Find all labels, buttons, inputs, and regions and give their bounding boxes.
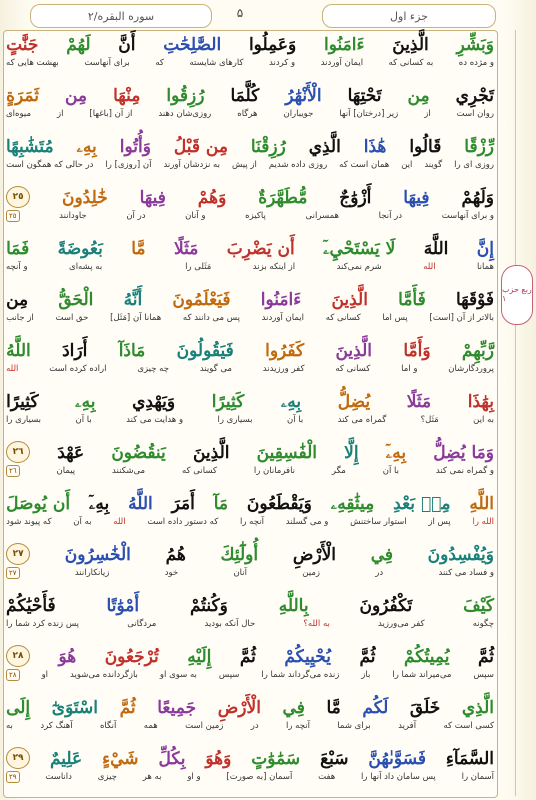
- verse-number-small: ٢٦: [6, 465, 20, 477]
- translation-word: کسانی که: [335, 364, 371, 374]
- arabic-word: وَأُتُوا: [119, 137, 151, 157]
- translation-word: آنچه را: [240, 517, 264, 527]
- translation-word: حق است: [55, 313, 89, 323]
- translation-word: همانا آن [مَثَل]: [110, 313, 162, 323]
- translation-word: به آن: [73, 517, 92, 527]
- translation-word: به کسانی که: [388, 58, 434, 68]
- translation-word: چگونه: [472, 619, 494, 629]
- arabic-word: إِلَّا: [344, 443, 359, 463]
- translation-word: چه چیزی: [137, 364, 169, 374]
- arabic-line: [6, 237, 494, 261]
- arabic-word: قَالُوا: [409, 137, 442, 157]
- arabic-word: فَيَقُولُونَ: [176, 341, 234, 361]
- translation-word: روان است: [456, 109, 494, 119]
- translation-word: بالاتر از آن [است]: [429, 313, 494, 323]
- arabic-line: [6, 339, 494, 363]
- arabic-word: مِن: [6, 290, 29, 310]
- translation-line: [6, 465, 494, 477]
- translation-line: [6, 567, 494, 579]
- arabic-word: عَهْدَ: [57, 443, 85, 463]
- translation-word: به پشه‌ای: [69, 262, 103, 272]
- arabic-line: [6, 441, 494, 465]
- translation-word: که: [155, 58, 164, 68]
- translation-word: آنان: [233, 568, 247, 578]
- verse-line: [6, 441, 494, 477]
- arabic-word: أَرَادَ: [62, 341, 88, 361]
- arabic-word: مِن: [407, 86, 430, 106]
- arabic-word: بِهِۦٓ: [385, 443, 407, 463]
- arabic-word: فِيهَا: [139, 188, 166, 208]
- verse-number-small: ٢٥: [6, 210, 20, 222]
- translation-word: مگر: [331, 466, 346, 476]
- arabic-word: يُضِلُّ: [337, 392, 371, 412]
- arabic-word: لَا يَسْتَحْيِۦٓ: [323, 239, 396, 259]
- arabic-word: خَٰلِدُونَ: [61, 188, 108, 208]
- arabic-word: وَأَمَّا: [403, 341, 431, 361]
- translation-word: زیر [درختان] آنها: [339, 109, 399, 119]
- verse-line: [6, 237, 494, 273]
- arabic-word: ثُمَّ: [477, 647, 494, 667]
- verse-line: [6, 543, 494, 579]
- arabic-word: خَلَقَ: [409, 698, 441, 718]
- arabic-line: [6, 33, 494, 57]
- translation-word: میوه‌ای: [6, 109, 32, 119]
- translation-word: مَثَل؟: [420, 415, 439, 425]
- translation-word: خود: [164, 568, 179, 578]
- translation-word: سپس: [218, 670, 240, 680]
- translation-line: [6, 771, 494, 783]
- juz-label: جزء اول: [322, 4, 496, 28]
- arabic-word: وَمَا يُضِلُّ: [433, 443, 494, 463]
- arabic-word: مُّطَهَّرَةٌ: [258, 188, 308, 208]
- arabic-word: شَيْءٍ: [102, 749, 139, 769]
- translation-word: ایمان آوردند: [320, 58, 364, 68]
- translation-word: اراده کرده است: [49, 364, 107, 374]
- translation-line: [6, 210, 494, 222]
- arabic-word: ثُمَّ: [239, 647, 256, 667]
- arabic-word: يَنقُضُونَ: [111, 443, 166, 463]
- arabic-word: وَعَمِلُوا: [248, 35, 297, 55]
- translation-word: به هر: [142, 772, 162, 782]
- translation-word: می گویند: [199, 364, 232, 374]
- arabic-line: [6, 135, 494, 159]
- arabic-word: وَلَهُمْ: [461, 188, 494, 208]
- translation-word: با آن: [382, 466, 399, 476]
- arabic-word: مِن قَبْلُ: [173, 137, 228, 157]
- translation-word: به: [6, 721, 13, 731]
- arabic-word: بِكُلِّ: [158, 749, 186, 769]
- verse-line: [6, 390, 494, 426]
- translation-word: آسمان را: [461, 772, 494, 782]
- arabic-word: أَمَرَ: [171, 494, 195, 514]
- arabic-word: مَاذَآ: [118, 341, 146, 361]
- translation-word: پیمان: [56, 466, 76, 476]
- translation-word: این: [401, 160, 413, 170]
- arabic-word: فَيَعْلَمُونَ: [172, 290, 231, 310]
- translation-word: الله: [6, 364, 19, 374]
- arabic-word: يُمِيتُكُمْ: [403, 647, 450, 667]
- arabic-word: الْأَرْضِ: [217, 698, 261, 718]
- verse-line: [6, 288, 494, 324]
- arabic-word: إِلَى: [6, 698, 31, 718]
- verse-number-marker: ٢٧: [6, 543, 30, 565]
- verse-line: [6, 135, 494, 171]
- arabic-word: رُزِقْنَا: [250, 137, 286, 157]
- translation-word: و فساد می کنند: [438, 568, 494, 578]
- translation-word: در: [250, 721, 259, 731]
- arabic-word: وَيَهْدِي: [132, 392, 176, 412]
- translation-word: پس از: [428, 517, 451, 527]
- verse-line: [6, 594, 494, 630]
- verse-line: [6, 696, 494, 732]
- arabic-word: فِيهَا: [403, 188, 430, 208]
- translation-word: مردگانی: [127, 619, 157, 629]
- translation-word: همان است که: [339, 160, 390, 170]
- arabic-word: جَنَّٰتٍ: [6, 35, 39, 55]
- arabic-word: فَأَحْيَٰكُمْ: [6, 596, 56, 616]
- translation-word: چیزی: [97, 772, 117, 782]
- translation-word: ایمان آوردند: [261, 313, 305, 323]
- translation-word: کسانی که: [325, 313, 361, 323]
- arabic-line: [6, 84, 494, 108]
- arabic-word: اللَّهُ: [6, 341, 31, 361]
- arabic-word: اللَّهُ: [128, 494, 153, 514]
- arabic-word: لَهُمْ: [66, 35, 91, 55]
- translation-word: و اما: [401, 364, 418, 374]
- arabic-word: ثُمَّ: [119, 698, 136, 718]
- translation-word: همسرانی: [305, 211, 340, 221]
- verse-line: [6, 186, 494, 222]
- translation-word: کفر ورزیدند: [262, 364, 305, 374]
- translation-word: از پیش: [231, 160, 257, 170]
- arabic-word: ثُمَّ: [359, 647, 376, 667]
- translation-word: و آنان: [185, 211, 206, 221]
- translation-line: [6, 312, 494, 324]
- arabic-word: وَهُوَ: [205, 749, 232, 769]
- translation-word: و او: [187, 772, 201, 782]
- translation-word: زنده می‌گرداند شما را: [261, 670, 340, 680]
- arabic-word: بِهَٰذَا: [467, 392, 494, 412]
- arabic-line: [6, 747, 494, 771]
- translation-word: پاکیزه: [245, 211, 266, 221]
- arabic-word: الصَّٰلِحَٰتِ: [163, 35, 222, 55]
- translation-word: که دستور داده است: [147, 517, 219, 527]
- translation-word: آنگاه: [99, 721, 117, 731]
- arabic-word: كَفَرُوا: [265, 341, 305, 361]
- translation-word: می‌میراند شما را: [392, 670, 452, 680]
- translation-word: روزی ای را: [454, 160, 494, 170]
- surah-label: سوره البقره/٢: [30, 4, 212, 28]
- verse-line: [6, 339, 494, 375]
- arabic-word: أَن يَضْرِبَ: [226, 239, 295, 259]
- arabic-word: يُحْيِيكُمْ: [284, 647, 332, 667]
- translation-line: [6, 57, 494, 69]
- verse-number-small: ٢٧: [6, 567, 20, 579]
- arabic-word: تَكْفُرُونَ: [359, 596, 413, 616]
- arabic-word: مَثَلًا: [173, 239, 199, 259]
- translation-word: گویند: [424, 160, 443, 170]
- arabic-word: كَيْفَ: [463, 596, 494, 616]
- translation-line: [6, 363, 494, 375]
- translation-word: نافرمانان را: [253, 466, 296, 476]
- arabic-word: الَّذِينَ: [331, 290, 368, 310]
- translation-word: پس زنده کرد شما را: [6, 619, 80, 629]
- translation-word: او: [41, 670, 49, 680]
- translation-word: با آن: [286, 415, 304, 425]
- translation-word: گمراه می کند: [337, 415, 387, 425]
- arabic-word: بِهِۦ: [280, 392, 302, 412]
- translation-word: به سوی او: [159, 670, 197, 680]
- translation-line: [6, 108, 494, 120]
- arabic-word: لَكُم: [362, 698, 389, 718]
- arabic-word: أَنَّ: [118, 35, 136, 55]
- translation-word: جویباران: [283, 109, 314, 119]
- translation-word: با آن: [75, 415, 92, 425]
- arabic-word: بَعُوضَةً: [57, 239, 103, 259]
- arabic-word: جَمِيعًا: [157, 698, 197, 718]
- translation-word: شرم نمی‌کند: [336, 262, 382, 272]
- arabic-word: سَبْعَ: [320, 749, 349, 769]
- arabic-word: وَيُفْسِدُونَ: [427, 545, 494, 565]
- translation-word: و می گسلند: [285, 517, 329, 527]
- arabic-word: مِنْهَا: [113, 86, 141, 106]
- arabic-word: الَّذِينَ: [392, 35, 429, 55]
- translation-word: در حالی که همگون است: [6, 160, 94, 170]
- translation-word: و هدایت می کند: [126, 415, 184, 425]
- arabic-word: مِن: [64, 86, 88, 106]
- translation-word: الله: [113, 517, 126, 527]
- translation-word: کارهای شایسته: [189, 58, 244, 68]
- arabic-word: فَسَوَّىٰهُنَّ: [368, 749, 426, 769]
- translation-word: بهشت هایی که: [6, 58, 59, 68]
- translation-word: پس سامان داد آنها را: [361, 772, 436, 782]
- arabic-word: وَبَشِّرِ: [456, 35, 494, 55]
- translation-word: هرگاه: [237, 109, 258, 119]
- arabic-word: كَثِيرًا: [6, 392, 39, 412]
- translation-word: برای آنهاست: [84, 58, 130, 68]
- arabic-word: الَّذِي: [461, 698, 494, 718]
- arabic-word: الْحَقُّ: [58, 290, 94, 310]
- arabic-word: فِي: [282, 698, 305, 718]
- translation-word: و گمراه نمی کند: [435, 466, 494, 476]
- translation-word: آن [روزی] را: [105, 160, 152, 170]
- arabic-word: مَّا: [326, 698, 341, 718]
- arabic-word: مَثَلًا: [406, 392, 432, 412]
- arabic-word: بِهِۦ: [75, 392, 96, 412]
- arabic-line: [6, 696, 494, 720]
- translation-word: به الله؟: [303, 619, 330, 629]
- translation-word: حال آنکه بودید: [204, 619, 256, 629]
- arabic-word: الْأَنْهَٰرُ: [285, 86, 322, 106]
- translation-word: می‌شکنند: [112, 466, 146, 476]
- arabic-word: إِلَيْهِ: [187, 647, 212, 667]
- translation-word: روزی‌شان دهند: [158, 109, 212, 119]
- arabic-word: اللَّهَ: [423, 239, 449, 259]
- translation-word: پروردگارشان: [448, 364, 494, 374]
- verse-line: [6, 33, 494, 69]
- translation-word: که پیوند شود: [6, 517, 52, 527]
- arabic-line: [6, 594, 494, 618]
- arabic-word: تَجْرِي: [455, 86, 494, 106]
- translation-word: کسانی که: [181, 466, 217, 476]
- verse-number-small: ٢٨: [6, 669, 20, 681]
- arabic-word: إِنَّ: [476, 239, 494, 259]
- verse-number-small: ٢٩: [6, 771, 20, 783]
- verse-number-marker: ٢٦: [6, 441, 30, 463]
- translation-word: داناست: [45, 772, 72, 782]
- translation-word: و آنچه: [6, 262, 28, 272]
- translation-word: کفر می‌ورزید: [378, 619, 425, 629]
- translation-word: بسیاری را: [217, 415, 253, 425]
- arabic-line: [6, 492, 494, 516]
- translation-line: [6, 516, 494, 528]
- arabic-word: ءَامَنُوا: [324, 35, 365, 55]
- translation-word: بازگردانده می‌شوید: [70, 670, 138, 680]
- arabic-word: ءَامَنُوا: [260, 290, 302, 310]
- arabic-word: اللَّهِ: [469, 494, 494, 514]
- arabic-word: فَأَمَّا: [398, 290, 426, 310]
- translation-word: آفرید: [398, 721, 417, 731]
- arabic-word: مَآ: [213, 494, 229, 514]
- translation-word: همانا: [477, 262, 494, 272]
- translation-word: پس می دانند که: [182, 313, 240, 323]
- arabic-word: أَنَّهُ: [123, 290, 143, 310]
- arabic-word: رِّزْقًا: [464, 137, 494, 157]
- verse-line: [6, 84, 494, 120]
- translation-word: باز: [361, 670, 371, 680]
- translation-word: آهنگ کرد: [40, 721, 73, 731]
- translation-word: پس اما: [382, 313, 408, 323]
- arabic-word: ثَمَرَةٍ: [6, 86, 39, 106]
- arabic-word: الْفَٰسِقِينَ: [256, 443, 317, 463]
- arabic-word: وَيَقْطَعُونَ: [246, 494, 312, 514]
- arabic-word: اسْتَوَىٰٓ: [51, 698, 98, 718]
- translation-word: آنچه را: [286, 721, 310, 731]
- translation-word: به این: [473, 415, 494, 425]
- arabic-word: كَثِيرًا: [211, 392, 245, 412]
- arabic-word: بِهِۦٓ: [88, 494, 110, 514]
- translation-line: [6, 618, 494, 630]
- translation-word: همه: [143, 721, 158, 731]
- arabic-word: وَهُمْ: [197, 188, 227, 208]
- arabic-word: مُتَشَٰبِهًا: [6, 137, 54, 157]
- arabic-word: الَّذِينَ: [192, 443, 230, 463]
- arabic-word: رُزِقُوا: [166, 86, 205, 106]
- translation-word: برای شما: [337, 721, 371, 731]
- translation-word: و مژده ده: [458, 58, 494, 68]
- arabic-word: الْأَرْضِ: [292, 545, 336, 565]
- translation-word: از: [56, 109, 64, 119]
- translation-word: روزی داده شدیم: [268, 160, 328, 170]
- arabic-word: رَّبِّهِمْ: [461, 341, 494, 361]
- arabic-word: الَّذِي: [308, 137, 341, 157]
- arabic-word: كُلَّمَا: [230, 86, 260, 106]
- arabic-word: الْخَٰسِرُونَ: [64, 545, 131, 565]
- translation-word: مَثَلی را: [185, 262, 212, 272]
- hizb-marker: ربع حزب ۱: [501, 265, 533, 325]
- verse-number-marker: ٢٨: [6, 645, 30, 667]
- translation-word: زمین است: [185, 721, 224, 731]
- arabic-word: بِهِۦ: [76, 137, 97, 157]
- arabic-line: [6, 390, 494, 414]
- arabic-line: [6, 186, 494, 210]
- arabic-word: عَلِيمٌ: [49, 749, 83, 769]
- translation-word: از: [424, 109, 431, 119]
- translation-word: استوار ساختنش: [350, 517, 407, 527]
- arabic-word: مَّا: [131, 239, 146, 259]
- translation-line: [6, 159, 494, 171]
- arabic-word: السَّمَآءِ: [445, 749, 494, 769]
- arabic-word: تُرْجَعُونَ: [104, 647, 159, 667]
- translation-word: الله را: [472, 517, 494, 527]
- verse-number-marker: ٢٥: [6, 186, 30, 208]
- arabic-word: مِيثَٰقِهِۦ: [330, 494, 375, 514]
- translation-word: از اینکه بزند: [252, 262, 296, 272]
- translation-line: [6, 414, 494, 426]
- translation-word: آسمان [به صورت]: [226, 772, 293, 782]
- arabic-word: أُولَٰٓئِكَ: [220, 545, 259, 565]
- verse-line: [6, 492, 494, 528]
- verse-line: [6, 747, 494, 783]
- translation-word: هفت: [318, 772, 336, 782]
- translation-word: کسی است که: [443, 721, 494, 731]
- translation-word: زمین: [302, 568, 320, 578]
- arabic-word: مِنۢ بَعْدِ: [393, 494, 451, 514]
- translation-word: بسیاری را: [6, 415, 42, 425]
- translation-line: [6, 261, 494, 273]
- verse-number-marker: ٢٩: [6, 747, 30, 769]
- arabic-word: فَمَا: [6, 239, 30, 259]
- translation-word: به نزدشان آورند: [163, 160, 220, 170]
- arabic-word: هُمُ: [165, 545, 186, 565]
- arabic-word: أَمْوَٰتًا: [106, 596, 140, 616]
- arabic-word: أَزْوَٰجٌ: [339, 188, 372, 208]
- translation-word: زیانکارانند: [74, 568, 110, 578]
- translation-line: [6, 669, 494, 681]
- page-number: ۵: [236, 6, 244, 20]
- arabic-word: بِاللَّهِ: [278, 596, 309, 616]
- verse-line: [6, 645, 494, 681]
- arabic-word: فِي: [370, 545, 393, 565]
- translation-word: و کردند: [269, 58, 296, 68]
- arabic-word: هَٰذَا: [363, 137, 387, 157]
- translation-word: و برای آنهاست: [441, 211, 494, 221]
- arabic-line: [6, 645, 494, 669]
- translation-word: در: [375, 568, 384, 578]
- translation-line: [6, 720, 494, 732]
- arabic-word: هُوَ: [58, 647, 77, 667]
- translation-word: سپس: [473, 670, 494, 680]
- translation-word: الله: [423, 262, 436, 272]
- arabic-word: فَوْقَهَا: [455, 290, 494, 310]
- translation-word: جاودانند: [59, 211, 87, 221]
- translation-word: از جانب: [6, 313, 34, 323]
- arabic-word: سَمَٰوَٰتٍ: [251, 749, 301, 769]
- arabic-word: أَن يُوصَلَ: [6, 494, 71, 514]
- side-margin: [499, 30, 533, 796]
- arabic-word: تَحْتِهَا: [347, 86, 382, 106]
- arabic-word: الَّذِينَ: [335, 341, 372, 361]
- translation-word: در آنجا: [378, 211, 403, 221]
- translation-word: از آن [باغها]: [89, 109, 133, 119]
- arabic-word: وَكُنتُمْ: [189, 596, 228, 616]
- arabic-line: [6, 288, 494, 312]
- arabic-line: [6, 543, 494, 567]
- translation-word: در آن: [126, 211, 146, 221]
